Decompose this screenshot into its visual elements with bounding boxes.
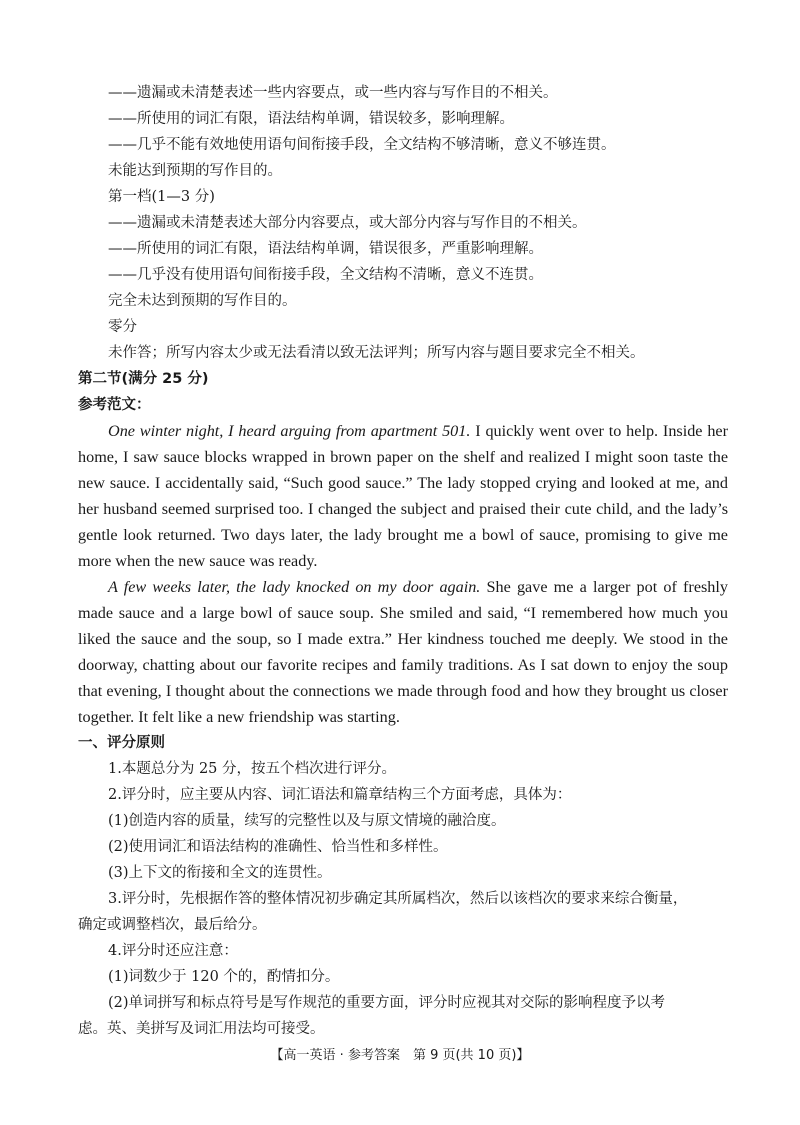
paragraph-2-lead: A few weeks later, the lady knocked on my door again. [108, 578, 481, 596]
grade0-summary: 完全未达到预期的写作目的。 [108, 293, 297, 309]
grade0-item-1: ——遗漏或未清楚表述大部分内容要点，或大部分内容与写作目的不相关。 [108, 215, 587, 231]
sample-essay-paragraph-1 [78, 418, 728, 574]
rule-2: 2.评分时，应主要从内容、词汇语法和篇章结构三个方面考虑，具体为： [108, 787, 572, 803]
rule-1: 1.本题总分为 25 分，按五个档次进行评分。 [108, 761, 397, 777]
grade1-item-1: ——遗漏或未清楚表述一些内容要点，或一些内容与写作目的不相关。 [108, 85, 558, 101]
paragraph-2-body: She gave me a larger pot of freshly made sauce and a large bowl of sauce soup. She smiled and said, “I remembered how much you liked the sauce and the soup, so I made extra.” Her kindness touched me deeply. We stood in the doorway, chatting about our favorite recipes and family traditions. As I sat down to enjoy the soup that evening, I thought about the connections we made through food and how they brought us closer together. It felt like a new friendship was starting. [78, 578, 728, 726]
grade0-title: 第一档(1—3 分) [108, 189, 215, 205]
rule-2-item-1: (1)创造内容的质量，续写的完整性以及与原文情境的融洽度。 [108, 813, 506, 829]
rule-3-line-1: 3.评分时，先根据作答的整体情况初步确定其所属档次，然后以该档次的要求来综合衡量， [108, 891, 688, 907]
rule-4: 4.评分时还应注意： [108, 943, 238, 959]
zero-desc: 未作答；所写内容太少或无法看清以致无法评判；所写内容与题目要求完全不相关。 [108, 345, 645, 361]
grade0-item-2: ——所使用的词汇有限，语法结构单调，错误很多，严重影响理解。 [108, 241, 543, 257]
zero-title: 零分 [108, 319, 137, 335]
rule-4-item-2-line-2: 虑。英、美拼写及词汇用法均可接受。 [78, 1021, 325, 1037]
paragraph-1-lead: One winter night, I heard arguing from apartment 501. [108, 422, 471, 440]
paragraph-1-body: I quickly went over to help. Inside her home, I saw sauce blocks wrapped in brown paper on the shelf and realized I might soon taste the new sauce. I accidentally said, “Such good sauce.” The lady stopped crying and looked at me, and her husband seemed surprised too. I changed the subject and praised their cute child, and the lady’s gentle look returned. Two days later, the lady brought me a bowl of sauce, promising to give me more when the new sauce was ready. [78, 422, 728, 570]
sample-essay-paragraph-2 [78, 574, 728, 730]
grade1-item-2: ——所使用的词汇有限，语法结构单调，错误较多，影响理解。 [108, 111, 514, 127]
rule-4-item-2-line-1: (2)单词拼写和标点符号是写作规范的重要方面，评分时应视其对交际的影响程度予以考 [108, 995, 666, 1011]
grade0-item-3: ——几乎没有使用语句间衔接手段，全文结构不清晰，意义不连贯。 [108, 267, 543, 283]
page-footer: 【高一英语 · 参考答案 第 9 页(共 10 页)】 [270, 1048, 530, 1063]
rule-4-item-1: (1)词数少于 120 个的，酌情扣分。 [108, 969, 340, 985]
rule-2-item-2: (2)使用词汇和语法结构的准确性、恰当性和多样性。 [108, 839, 448, 855]
rule-3-line-2: 确定或调整档次，最后给分。 [78, 917, 267, 933]
rule-2-item-3: (3)上下文的衔接和全文的连贯性。 [108, 865, 332, 881]
section2-title: 第二节(满分 25 分) [78, 371, 209, 387]
grade1-item-3: ——几乎不能有效地使用语句间衔接手段，全文结构不够清晰，意义不够连贯。 [108, 137, 616, 153]
principles-title: 一、评分原则 [78, 735, 165, 751]
sample-essay-title: 参考范文： [78, 397, 151, 413]
answer-key-page [78, 80, 728, 1042]
grade1-summary: 未能达到预期的写作目的。 [108, 163, 282, 179]
